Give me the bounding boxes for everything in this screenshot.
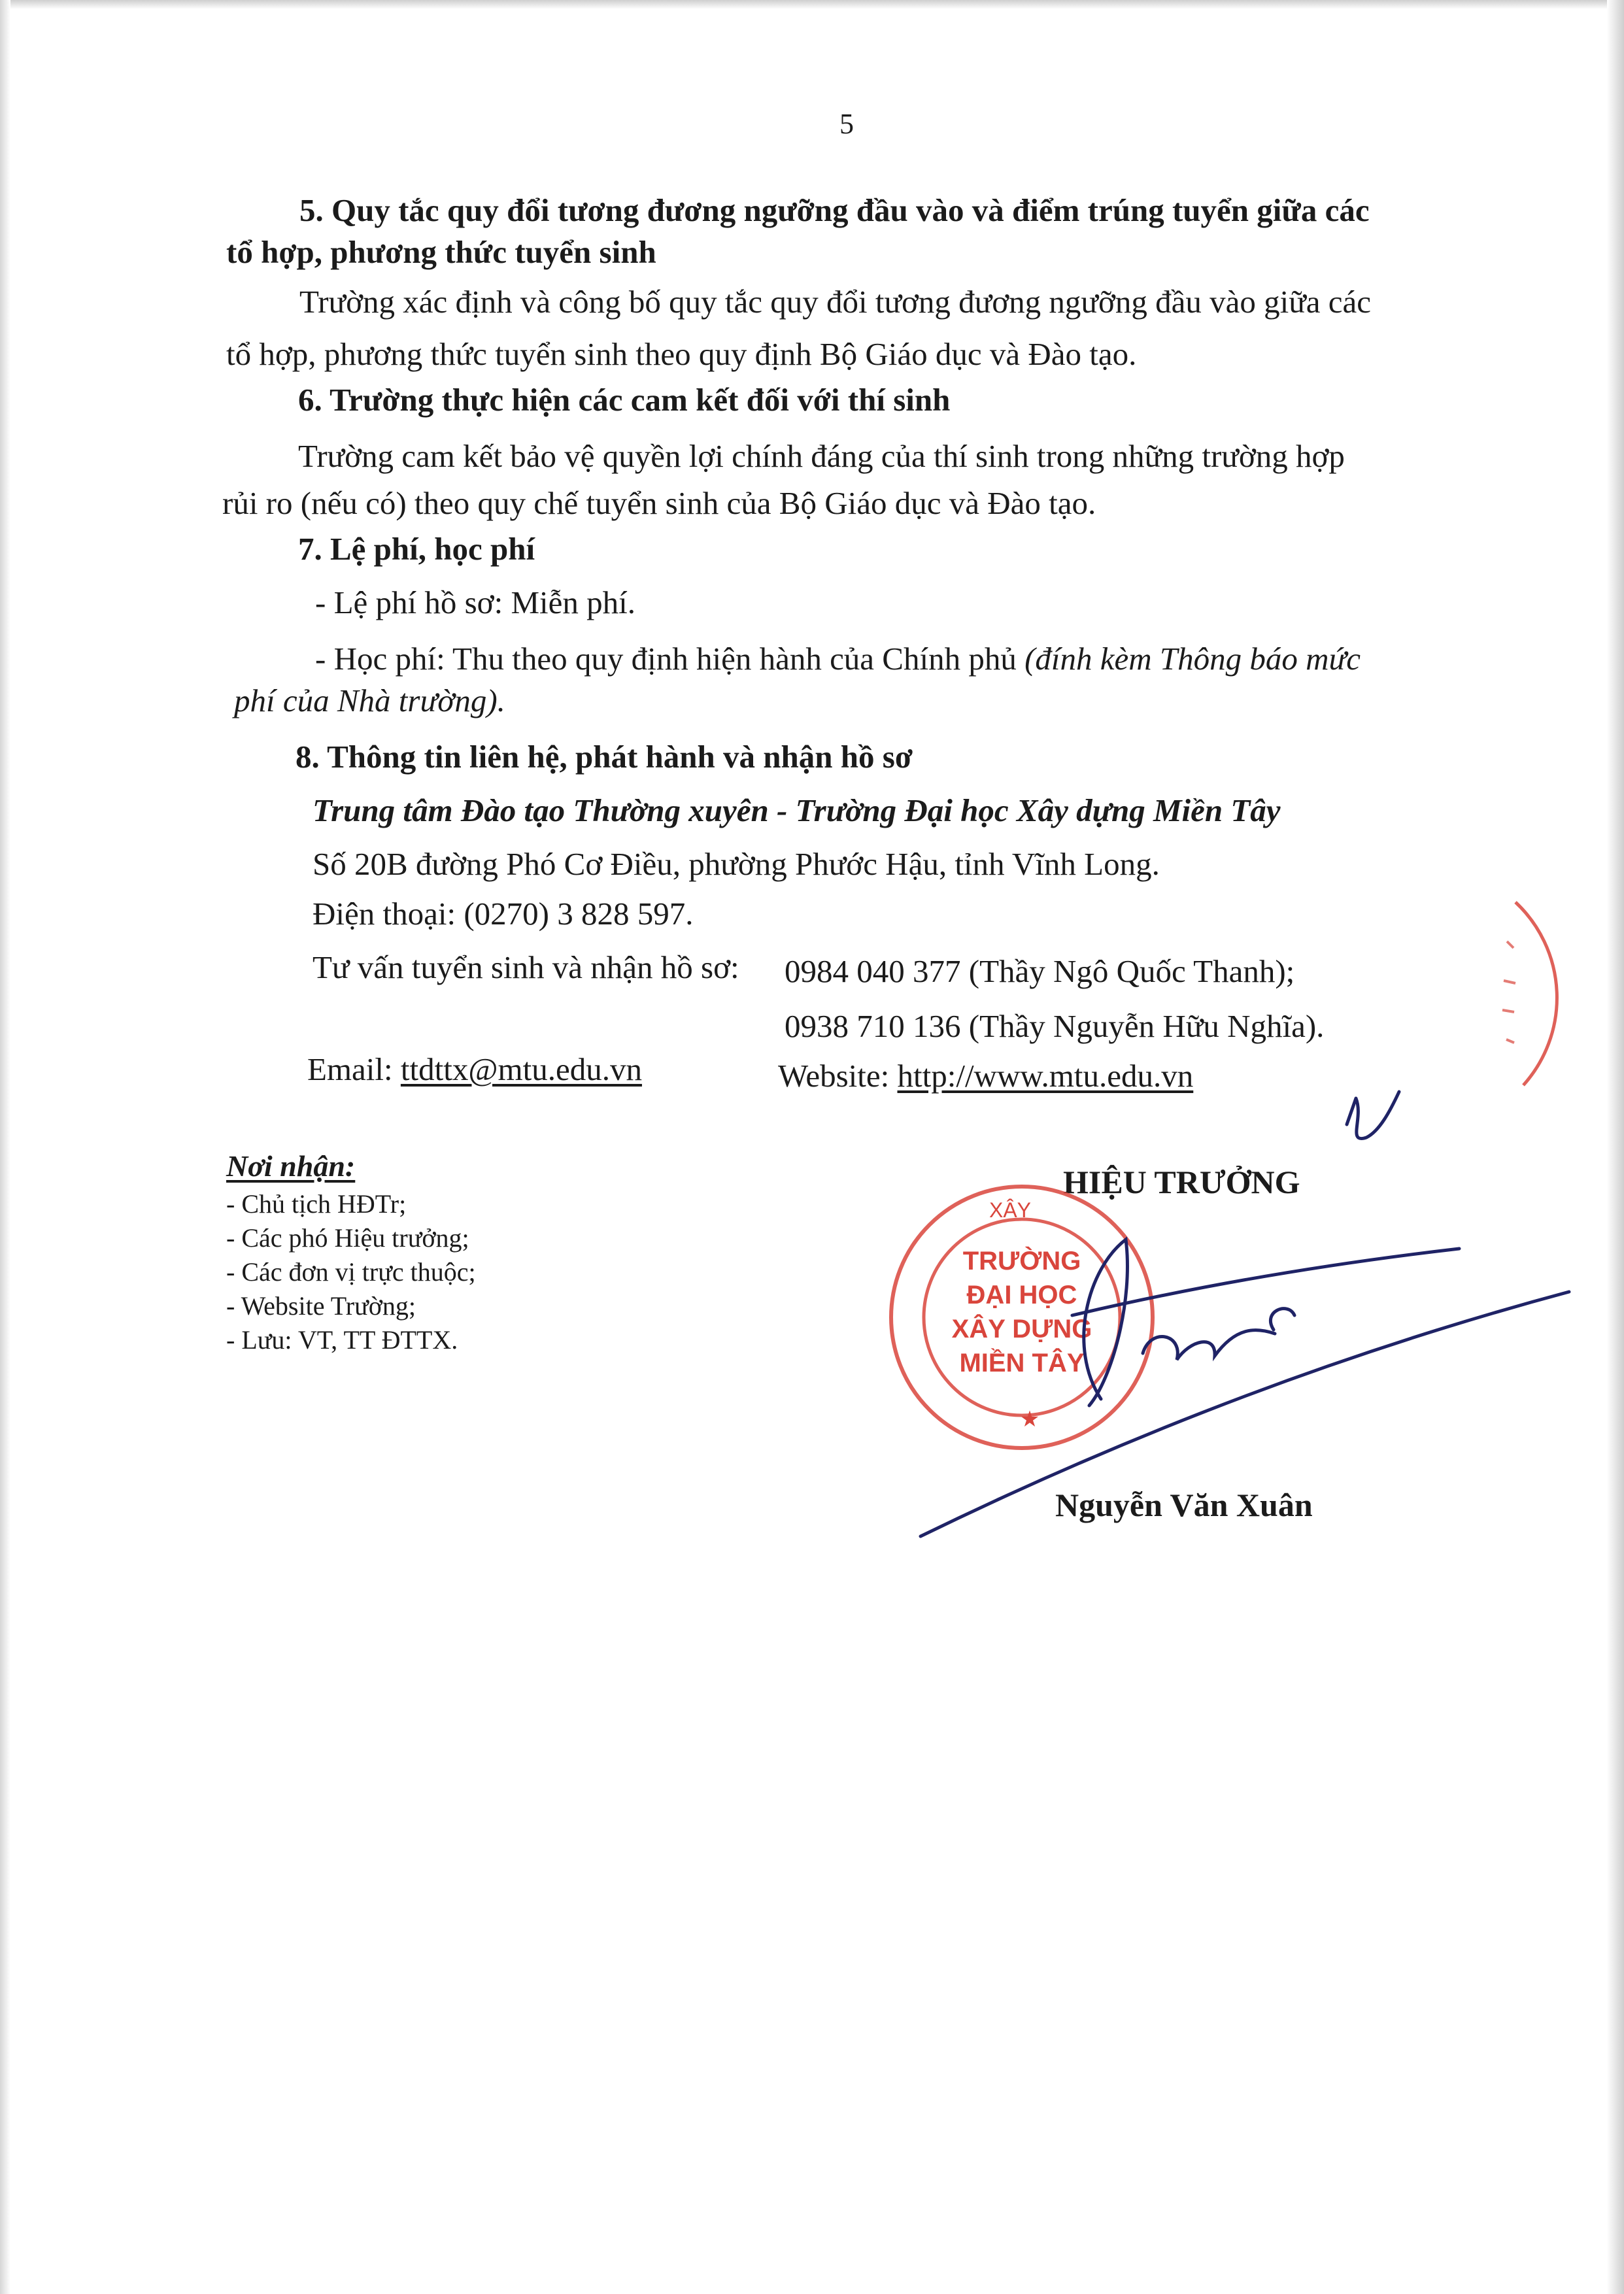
section-8-heading: 8. Thông tin liên hệ, phát hành và nhận hồ sơ — [296, 739, 913, 775]
contact-address: Số 20B đường Phó Cơ Điều, phường Phước Hậu, tỉnh Vĩnh Long. — [313, 846, 1160, 882]
handwritten-signature — [921, 1092, 1569, 1536]
stamp-seal — [891, 1187, 1153, 1448]
section-5-heading-line1: 5. Quy tắc quy đổi tương đương ngưỡng đầu vào và điểm trúng tuyển giữa các — [299, 192, 1370, 228]
fee-line: - Lệ phí hồ sơ: Miễn phí. — [315, 584, 635, 620]
advice-contact-2: 0938 710 136 (Thầy Nguyễn Hữu Nghĩa). — [785, 1008, 1325, 1044]
section-6-body-line2: rủi ro (nếu có) theo quy chế tuyển sinh của Bộ Giáo dục và Đào tạo. — [222, 485, 1096, 521]
scan-edge-left — [0, 0, 10, 2294]
email-link[interactable]: ttdttx@mtu.edu.vn — [400, 1051, 642, 1087]
stamp-line-2: ĐẠI HỌC — [966, 1281, 1077, 1309]
website-link[interactable]: http://www.mtu.edu.vn — [897, 1058, 1194, 1094]
svg-text:★: ★ — [1019, 1407, 1040, 1432]
stamp-line-3: XÂY DỰNG — [951, 1315, 1092, 1343]
website-row — [778, 1056, 1193, 1096]
tuition-text: - Học phí: Thu theo quy định hiện hành của Chính phủ — [315, 641, 1017, 677]
advice-contact-1: 0984 040 377 (Thầy Ngô Quốc Thanh); — [785, 953, 1295, 989]
section-5-body-line2: tổ hợp, phương thức tuyển sinh theo quy định Bộ Giáo dục và Đào tạo. — [226, 336, 1137, 372]
scan-edge-top — [0, 0, 1624, 9]
recipients-title: Nơi nhận: — [226, 1149, 356, 1183]
contact-org: Trung tâm Đào tạo Thường xuyên - Trường Đại học Xây dựng Miền Tây — [313, 792, 1281, 828]
section-7-heading: 7. Lệ phí, học phí — [298, 531, 535, 567]
recipient-item: - Website Trường; — [226, 1291, 416, 1321]
stamp-line-1: TRƯỜNG — [962, 1247, 1081, 1275]
stamp-ring-text: XÂY — [989, 1198, 1032, 1222]
margin-stamp-arc — [1515, 902, 1557, 1085]
email-label: Email: — [307, 1051, 393, 1087]
recipient-item: - Các đơn vị trực thuộc; — [226, 1257, 476, 1287]
page-number: 5 — [839, 108, 854, 140]
section-6-heading: 6. Trường thực hiện các cam kết đối với thí sinh — [298, 382, 951, 418]
section-5-heading-line2: tổ hợp, phương thức tuyển sinh — [226, 234, 656, 270]
section-6-body-line1: Trường cam kết bảo vệ quyền lợi chính đáng của thí sinh trong những trường hợp — [298, 438, 1345, 474]
advice-label: Tư vấn tuyển sinh và nhận hồ sơ: — [313, 949, 739, 985]
email-row — [307, 1050, 642, 1089]
signature-name: Nguyễn Văn Xuân — [1055, 1487, 1313, 1523]
tuition-line — [315, 639, 1361, 679]
scan-edge-right — [1607, 0, 1624, 2294]
recipient-item: - Lưu: VT, TT ĐTTX. — [226, 1325, 458, 1355]
recipient-item: - Các phó Hiệu trưởng; — [226, 1223, 469, 1253]
tuition-note-line2: phí của Nhà trường). — [234, 683, 505, 718]
section-5-body-line1: Trường xác định và công bố quy tắc quy đổi tương đương ngưỡng đầu vào giữa các — [299, 284, 1372, 320]
tuition-note: (đính kèm Thông báo mức — [1024, 641, 1361, 677]
contact-phone: Điện thoại: (0270) 3 828 597. — [313, 896, 694, 932]
signature-title: HIỆU TRƯỞNG — [1063, 1164, 1300, 1200]
website-label: Website: — [778, 1058, 890, 1094]
stamp-line-4: MIỀN TÂY — [959, 1349, 1085, 1377]
recipient-item: - Chủ tịch HĐTr; — [226, 1189, 407, 1219]
